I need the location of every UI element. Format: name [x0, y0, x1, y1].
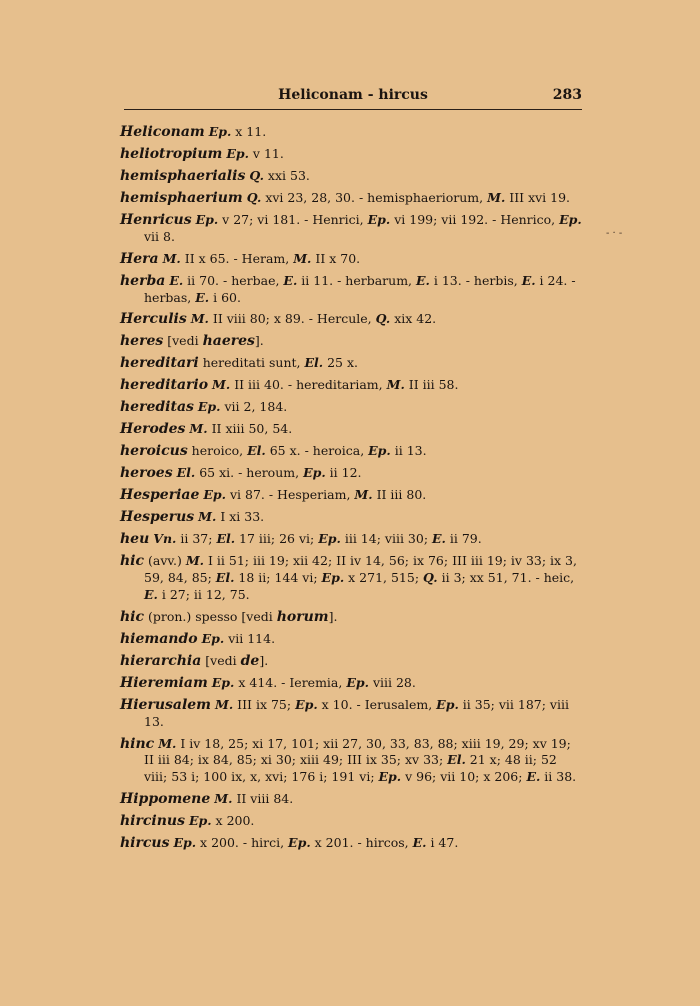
source-abbreviation: Q.	[423, 570, 438, 586]
entry-text: [vedi	[201, 652, 241, 668]
entry-text: x 200. - hirci,	[196, 835, 289, 851]
margin-mark: - · -	[606, 228, 623, 239]
entry-text: x 271, 515;	[344, 570, 424, 586]
index-entry	[120, 355, 583, 372]
running-title: Heliconam - hircus	[278, 87, 428, 103]
entry-text: ii 35; vii 187; viii 13.	[144, 696, 569, 729]
source-abbreviation: Ep.	[367, 211, 391, 227]
entry-text: heroico,	[187, 443, 248, 459]
index-entry	[120, 736, 583, 786]
entry-text: ].	[254, 333, 264, 349]
source-abbreviation: Ep.	[203, 487, 226, 503]
cross-reference: de	[240, 652, 260, 669]
entry-text: II x 65. - Heram,	[180, 250, 294, 266]
source-abbreviation: M.	[212, 377, 231, 393]
entry-text: II iii 40. - hereditariam,	[230, 377, 387, 393]
source-abbreviation: Ep.	[368, 443, 391, 459]
entry-text: 65 xi. - heroum,	[195, 465, 304, 481]
source-abbreviation: M.	[198, 509, 217, 525]
entry-text: 17 iii; 26 vi;	[235, 531, 319, 547]
source-abbreviation: Ep.	[303, 465, 326, 481]
entry-text: II iii 80.	[372, 487, 427, 503]
source-abbreviation: E.	[416, 272, 430, 288]
entry-text: hereditati sunt,	[198, 355, 305, 371]
entry-headword: heu	[120, 531, 150, 548]
entry-text: xix 42.	[390, 311, 437, 327]
entry-text: ii 12.	[325, 465, 362, 481]
entry-text: I xi 33.	[216, 509, 265, 525]
entry-text: i 60.	[209, 289, 241, 305]
index-entry	[120, 377, 583, 394]
entry-headword: hereditario	[120, 377, 209, 394]
index-entry	[120, 212, 583, 246]
index-entry	[120, 791, 583, 808]
entry-text: v 96; vii 10; x 206;	[401, 769, 527, 785]
source-abbreviation: Q.	[249, 167, 264, 183]
index-entry	[120, 190, 583, 207]
index-entry	[120, 273, 583, 307]
index-entry	[120, 531, 583, 548]
index-entry	[120, 168, 583, 185]
entry-headword: Hesperiae	[120, 487, 200, 504]
entry-text: xvi 23, 28, 30. - hemisphaeriorum,	[261, 189, 488, 205]
index-entry	[120, 553, 583, 603]
source-abbreviation: M.	[386, 377, 405, 393]
source-abbreviation: El.	[304, 355, 324, 371]
entry-headword: herba	[120, 272, 166, 289]
entry-text: x 414. - Ieremia,	[234, 674, 347, 690]
running-header	[124, 87, 582, 107]
entry-text: vi 199; vii 192. - Henrico,	[390, 211, 560, 227]
entry-headword: Hesperus	[120, 509, 195, 526]
source-abbreviation: Ep.	[559, 211, 582, 227]
entry-headword: hereditari	[120, 355, 199, 372]
entry-text: ii 38.	[540, 769, 577, 785]
entry-headword: Heliconam	[120, 124, 205, 140]
index-entry	[120, 333, 583, 350]
source-abbreviation: E.	[169, 272, 184, 288]
entry-text: x 10. - Ierusalem,	[317, 696, 437, 712]
entry-headword: hemisphaerialis	[120, 167, 246, 184]
index-entry	[120, 487, 583, 504]
entry-text: 18 ii; 144 vi;	[234, 570, 322, 586]
entry-text: 65 x. - heroica,	[265, 443, 369, 459]
entry-headword: hic	[120, 553, 145, 570]
source-abbreviation: E.	[412, 835, 427, 851]
source-abbreviation: E.	[283, 272, 298, 288]
entry-text: II x 70.	[311, 250, 361, 266]
entry-text: I iv 18, 25; xi 17, 101; xii 27, 30, 33, 83, 88; xiii 19, 29; xv 19; II iii 84; ix 84, 85; xi 30; xiii 49; III ix 35; xv 33;	[144, 735, 571, 768]
source-abbreviation: M.	[293, 250, 312, 266]
index-entry	[120, 835, 583, 852]
entry-text: I ii 51; iii 19; xii 42; II iv 14, 56; ix 76; III iii 19; iv 33; ix 3, 59, 84, 85;	[144, 553, 577, 586]
index-entry	[120, 697, 583, 731]
entry-text: x 201. - hircos,	[310, 835, 413, 851]
entry-headword: hinc	[120, 735, 155, 752]
entry-headword: hiemando	[120, 630, 198, 647]
source-abbreviation: Ep.	[208, 124, 232, 139]
source-abbreviation: M.	[190, 311, 209, 327]
entry-text: v 27; vi 181. - Henrici,	[218, 211, 368, 227]
source-abbreviation: Q.	[246, 189, 262, 205]
entry-headword: heroicus	[120, 443, 188, 460]
entry-text: II xiii 50, 54.	[207, 421, 293, 437]
source-abbreviation: M.	[487, 189, 506, 205]
entry-headword: Hierusalem	[120, 696, 211, 713]
source-abbreviation: Ep.	[173, 835, 197, 851]
entry-text: II iii 58.	[404, 377, 459, 393]
source-abbreviation: El.	[176, 465, 196, 481]
source-abbreviation: M.	[185, 553, 205, 569]
entry-text: ii 3; xx 51, 71. - heic,	[437, 570, 575, 586]
page-number: 283	[552, 87, 582, 103]
entry-text: ].	[259, 652, 269, 668]
cross-reference: horum	[276, 608, 329, 625]
entry-text: ii 70. - herbae,	[183, 272, 284, 288]
source-abbreviation: M.	[214, 791, 233, 807]
source-abbreviation: M.	[214, 696, 234, 712]
source-abbreviation: Ep.	[288, 835, 311, 851]
entry-headword: heres	[120, 333, 164, 350]
entry-text: i 13. - herbis,	[429, 272, 522, 288]
source-abbreviation: El.	[247, 443, 266, 459]
source-abbreviation: El.	[215, 570, 235, 586]
entry-headword: Herculis	[120, 311, 187, 328]
index-entry	[120, 311, 583, 328]
index-entries	[120, 124, 583, 857]
entry-text: 21 x; 48 ii; 52 viii; 53 i; 100 ix, x, xvi; 176 i; 191 vi;	[144, 752, 557, 785]
index-entry	[120, 124, 583, 141]
entry-text: (avv.)	[144, 553, 186, 569]
entry-text: i 24. - herbas,	[144, 272, 576, 305]
entry-headword: heliotropium	[120, 145, 223, 162]
index-entry	[120, 675, 583, 692]
entry-text: II viii 84.	[232, 791, 294, 807]
entry-text: 25 x.	[323, 355, 358, 371]
entry-headword: hircus	[120, 835, 170, 852]
index-entry	[120, 631, 583, 648]
source-abbreviation: Vn.	[153, 531, 177, 547]
source-abbreviation: E.	[526, 769, 541, 785]
source-abbreviation: M.	[189, 421, 208, 437]
index-entry	[120, 443, 583, 460]
index-entry	[120, 509, 583, 526]
source-abbreviation: El.	[216, 531, 236, 547]
entry-text: ii 13.	[390, 443, 427, 459]
entry-text: ].	[328, 608, 338, 624]
entry-text: viii 28.	[368, 674, 416, 690]
source-abbreviation: Ep.	[201, 630, 225, 646]
source-abbreviation: E.	[521, 272, 536, 288]
index-entry	[120, 399, 583, 416]
entry-headword: hic	[120, 608, 145, 625]
source-abbreviation: M.	[158, 735, 177, 751]
entry-text: x 200.	[211, 813, 255, 829]
entry-text: (pron.) spesso [vedi	[144, 608, 277, 624]
index-entry	[120, 146, 583, 163]
entry-text: xxi 53.	[263, 167, 310, 183]
entry-text: v 11.	[248, 145, 284, 161]
entry-headword: hircinus	[120, 813, 185, 830]
source-abbreviation: Ep.	[195, 211, 219, 227]
source-abbreviation: Ep.	[346, 674, 369, 690]
source-abbreviation: Ep.	[188, 813, 212, 829]
source-abbreviation: Ep.	[226, 145, 249, 161]
entry-text: ii 11. - herbarum,	[297, 272, 417, 288]
source-abbreviation: M.	[354, 487, 373, 503]
entry-headword: Henricus	[120, 211, 192, 228]
entry-text: [vedi	[163, 333, 203, 349]
source-abbreviation: El.	[447, 752, 466, 768]
entry-headword: hereditas	[120, 399, 194, 416]
source-abbreviation: Ep.	[436, 696, 459, 712]
index-entry	[120, 609, 583, 626]
index-entry	[120, 421, 583, 438]
entry-text: vii 114.	[224, 630, 276, 646]
source-abbreviation: E.	[432, 531, 446, 547]
entry-headword: hemisphaerium	[120, 189, 243, 206]
entry-headword: Herodes	[120, 421, 186, 438]
cross-reference: haeres	[202, 333, 255, 350]
entry-text: x 11.	[231, 124, 267, 139]
index-entry	[120, 653, 583, 670]
source-abbreviation: Ep.	[211, 674, 235, 690]
source-abbreviation: Ep.	[318, 531, 341, 547]
source-abbreviation: Ep.	[378, 769, 402, 785]
source-abbreviation: Ep.	[295, 696, 318, 712]
source-abbreviation: Ep.	[197, 399, 221, 415]
entry-headword: Hieremiam	[120, 674, 208, 691]
entry-text: vi 87. - Hesperiam,	[226, 487, 355, 503]
entry-headword: Hippomene	[120, 791, 211, 808]
entry-text: III xvi 19.	[505, 189, 571, 205]
source-abbreviation: E.	[195, 289, 210, 305]
entry-text: iii 14; viii 30;	[340, 531, 433, 547]
entry-headword: hierarchia	[120, 652, 202, 669]
source-abbreviation: E.	[144, 586, 158, 602]
index-entry	[120, 465, 583, 482]
source-abbreviation: Ep.	[321, 570, 345, 586]
entry-text: vii 8.	[144, 228, 175, 244]
source-abbreviation: M.	[162, 250, 181, 266]
entry-text: i 27; ii 12, 75.	[157, 586, 250, 602]
entry-text: vii 2, 184.	[220, 399, 288, 415]
entry-headword: heroes	[120, 465, 173, 482]
source-abbreviation: Q.	[375, 311, 391, 327]
index-entry	[120, 251, 583, 268]
entry-text: ii 37;	[176, 531, 217, 547]
index-entry	[120, 813, 583, 830]
entry-text: II viii 80; x 89. - Hercule,	[208, 311, 376, 327]
entry-text: i 47.	[426, 835, 459, 851]
entry-text: ii 79.	[445, 531, 482, 547]
entry-text: III ix 75;	[233, 696, 296, 712]
entry-headword: Hera	[120, 250, 159, 267]
header-rule	[124, 109, 582, 110]
